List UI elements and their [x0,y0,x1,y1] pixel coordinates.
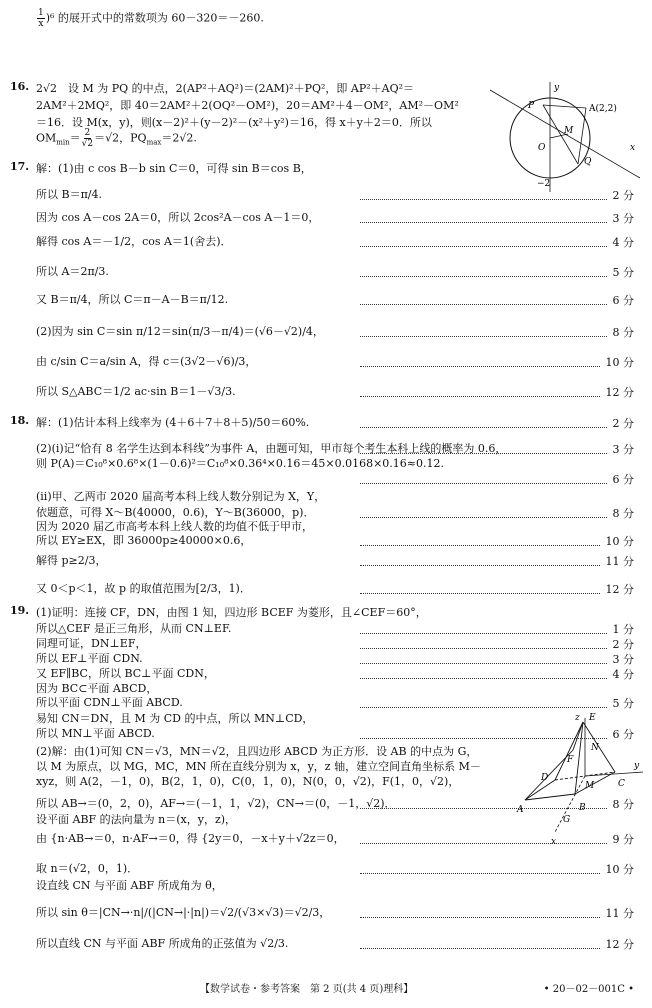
score-leader [360,636,634,652]
q19-row-text: 同理可证，DN⊥EF， [36,637,147,650]
segment-pa [543,105,586,108]
q19-row-text: 设直线 CN 与平面 ABF 所成角为 θ， [36,879,223,892]
q17-row-text: 因为 cos A－cos 2A＝0，所以 2cos²A－cos A－1＝0， [36,211,320,224]
score-leader [360,905,634,921]
q19-row-text: (1)证明：连接 CF，DN，由图 1 知，四边形 BCEF 为菱形，且∠CEF＝60°， [36,606,427,619]
footer-title: 【数学试卷・参考答案 第 2 页(共 4 页)理科】 [200,984,414,995]
q17-row-text: 又 B＝π/4，所以 C＝π－A－B＝π/12. [36,293,229,306]
score-value: 2 分 [612,417,634,430]
label-f: F [567,755,574,765]
label-g: G [563,815,571,825]
score-value: 12 分 [605,386,634,399]
label-a: A(2,2) [589,104,617,114]
label-q: Q [584,157,592,167]
score-leader [360,651,634,667]
dot-leader [360,677,607,679]
dot-leader [360,516,607,518]
dot-leader [360,365,600,367]
dot-leader [360,564,600,566]
q19-row-text: 所以 MN⊥平面 ABCD. [36,727,155,740]
label-d: D [541,773,549,783]
edge-de [555,722,583,780]
dot-leader [360,335,607,337]
score-value: 6 分 [612,728,634,741]
dot-leader [360,662,607,664]
dot-leader [360,706,607,708]
y-axis-label: y [554,83,560,93]
label-p: P [528,101,535,111]
dot-leader [360,482,607,484]
score-value: 8 分 [612,798,634,811]
footer-code: • 20－02－001C • [543,984,634,995]
q19-row-text: 易知 CN＝DN，且 M 为 CD 的中点，所以 MN⊥CD， [36,712,314,725]
q18-row-text: 解得 p≥2/3， [36,554,107,567]
question-17-number: 17. [10,160,30,173]
dot-leader [360,452,607,454]
pyramid-figure [515,710,647,850]
score-leader [360,861,634,877]
score-leader [360,666,634,682]
label-m: M [585,781,595,791]
score-leader [360,581,634,597]
score-leader [360,415,634,431]
question-18-number: 18. [10,414,30,427]
question-16-number: 16. [10,80,30,93]
q19-row-text: 所以 sin θ＝|CN→·n|/(|CN→|·|n|)＝√2/(√3×√3)＝√2/3， [36,906,331,919]
edge-af [525,750,573,800]
score-value: 10 分 [605,356,634,369]
q19-row-text: 由 {n·AB→＝0，n·AF→＝0，得 {2y＝0，－x＋y＋√2z＝0， [36,832,345,845]
q19-row-text: 所以 AB→＝(0，2，0)，AF→＝(－1，1，√2)，CN→＝(0，－1，√2)． [36,797,396,810]
label-neg2: −2 [537,179,551,189]
dot-leader [360,647,607,649]
dot-leader [360,426,607,428]
score-leader [360,324,634,340]
q19-row-text: xyz，则 A(2，－1，0)，B(2，1，0)，C(0，1，0)，N(0，0，√2)，F(1，0，√2)， [36,775,460,788]
q17-line-1: 解：(1)由 c cos B－b sin C＝0，可得 sin B＝cos B， [36,162,312,175]
score-value: 1 分 [612,623,634,636]
q19-row-text: 以 M 为原点，以 MG，MC，MN 所在直线分别为 x，y，z 轴，建立空间直角坐标系 M－ [36,760,481,773]
score-value: 3 分 [612,212,634,225]
q19-row-text: 所以△CEF 是正三角形，从而 CN⊥EF. [36,622,232,635]
label-y: y [634,761,640,771]
score-value: 2 分 [612,189,634,202]
edge-ce [583,722,615,772]
q18-row-text: 依题意，可得 X～B(40000，0.6)，Y～B(36000，p)． [36,506,315,519]
dot-leader [360,916,600,918]
q17-row-text: (2)因为 sin C＝sin π/12＝sin(π/3－π/4)＝(√6－√2)/4， [36,325,324,338]
q17-row-text: 所以 S△ABC＝1/2 ac·sin B＝1－√3/3. [36,385,236,398]
label-x: x [551,837,557,847]
score-value: 2 分 [612,638,634,651]
q19-row-text: 又 EF∥BC，所以 BC⊥平面 CDN， [36,667,215,680]
q19-row-text: (2)解：由(1)可知 CN＝√3，MN＝√2，且四边形 ABCD 为正方形．设 AB 的中点为 G， [36,745,478,758]
dot-leader [360,395,600,397]
fraction: $\frac{2}{√2}$ [81,128,94,149]
label-e: E [589,713,596,723]
dot-leader [360,632,607,634]
segment-aq [578,108,586,164]
binomial-result-line: $\frac{1}{x}$ )⁶ 的展开式中的常数项为 60－320＝－260. [38,8,264,29]
score-value: 5 分 [612,697,634,710]
score-leader [360,695,634,711]
dot-leader [360,947,600,949]
label-a: A [517,805,524,815]
score-leader [360,210,634,226]
q18-row-text: 解：(1)估计本科上线率为 (4＋6＋7＋8＋5)/50＝60%. [36,416,310,429]
score-value: 9 分 [612,833,634,846]
dot-leader [360,303,607,305]
score-value: 6 分 [612,473,634,486]
question-19-number: 19. [10,604,30,617]
score-leader [360,264,634,280]
q17-row-text: 解得 cos A＝－1/2，cos A＝1(舍去)． [36,235,232,248]
score-value: 4 分 [612,668,634,681]
score-leader [360,354,634,370]
score-value: 8 分 [612,507,634,520]
score-leader [360,292,634,308]
label-z: z [575,713,580,723]
score-leader [360,533,634,549]
score-value: 4 分 [612,236,634,249]
score-value: 12 分 [605,938,634,951]
score-leader [360,936,634,952]
score-leader [360,384,634,400]
score-value: 12 分 [605,583,634,596]
label-o: O [538,143,546,153]
q17-row-text: 由 c/sin C＝a/sin A，得 c＝(3√2－√6)/3， [36,355,257,368]
score-value: 3 分 [612,653,634,666]
score-value: 3 分 [612,443,634,456]
q18-row-text: 则 P(A)＝C₁₀⁸×0.6⁸×(1－0.6)²＝C₁₀⁸×0.36⁴×0.16＝45×0.0168×0.16≈0.12. [36,457,444,470]
dot-leader [360,544,600,546]
q19-row-text: 所以 EF⊥平面 CDN. [36,652,143,665]
score-leader [360,621,634,637]
score-leader [360,505,634,521]
label-c: C [618,779,625,789]
q16-line-3: ＝16．设 M(x，y)，则(x－2)²＋(y－2)²－(x²＋y²)＝16，得 x＋y＋2＝0．所以 [36,116,432,129]
score-value: 6 分 [612,294,634,307]
score-value: 10 分 [605,863,634,876]
dot-leader [360,245,607,247]
q16-line-4: $OM_{min}=$ $\frac{2}{√2}$ ＝√2，$PQ_{max}=2√2$. [36,128,197,149]
q19-row-text: 所以平面 CDN⊥平面 ABCD. [36,696,183,709]
label-m: M [564,126,574,136]
q18-row-text: 所以 EY≥EX，即 36000p≥40000×0.6， [36,534,252,547]
score-value: 10 分 [605,535,634,548]
score-value: 11 分 [605,907,634,920]
q18-row-text: 又 0＜p＜1，故 p 的取值范围为[2/3，1)． [36,582,251,595]
q18-row-text: (2)(ⅰ)记“恰有 8 名学生达到本科线”为事件 A，由题可知，甲市每个考生本科上线的概率为 0.6， [36,442,507,455]
q17-row-text: 所以 B＝π/4. [36,188,103,201]
fraction: $\frac{1}{x}$ [38,8,44,29]
score-value: 11 分 [605,555,634,568]
dot-leader [360,275,607,277]
score-leader [360,553,634,569]
q19-row-text: 设平面 ABF 的法向量为 n＝(x，y，z)， [36,813,237,826]
score-leader [360,187,634,203]
score-value: 8 分 [612,326,634,339]
x-axis-label: x [630,143,636,153]
score-value: 5 分 [612,266,634,279]
score-leader [360,471,634,487]
score-leader [360,234,634,250]
q19-row-text: 因为 BC⊂平面 ABCD， [36,682,158,695]
label-n: N [591,743,599,753]
dot-leader [360,198,607,200]
dot-leader [360,872,600,874]
dot-leader [360,592,600,594]
circle-figure [490,78,650,196]
q19-row-text: 取 n＝(√2，0，1)． [36,862,139,875]
q17-row-text: 所以 A＝2π/3. [36,265,109,278]
q16-line-1: 2√2 设 M 为 PQ 的中点，2(AP²＋AQ²)＝(2AM)²＋PQ²，即 AP²＋AQ²＝ [36,82,415,95]
dot-leader [360,221,607,223]
label-b: B [579,803,586,813]
q16-line-2: 2AM²＋2MQ²，即 40＝2AM²＋2(OQ²－OM²)，20＝AM²＋4－OM²，AM²－OM² [36,99,459,112]
q19-row-text: 所以直线 CN 与平面 ABF 所成角的正弦值为 √2/3. [36,937,289,950]
q18-row-text: 因为 2020 届乙市高考本科上线人数的均值不低于甲市， [36,520,313,533]
q18-row-text: (ⅱ)甲、乙两市 2020 届高考本科上线人数分别记为 X，Y， [36,490,326,503]
